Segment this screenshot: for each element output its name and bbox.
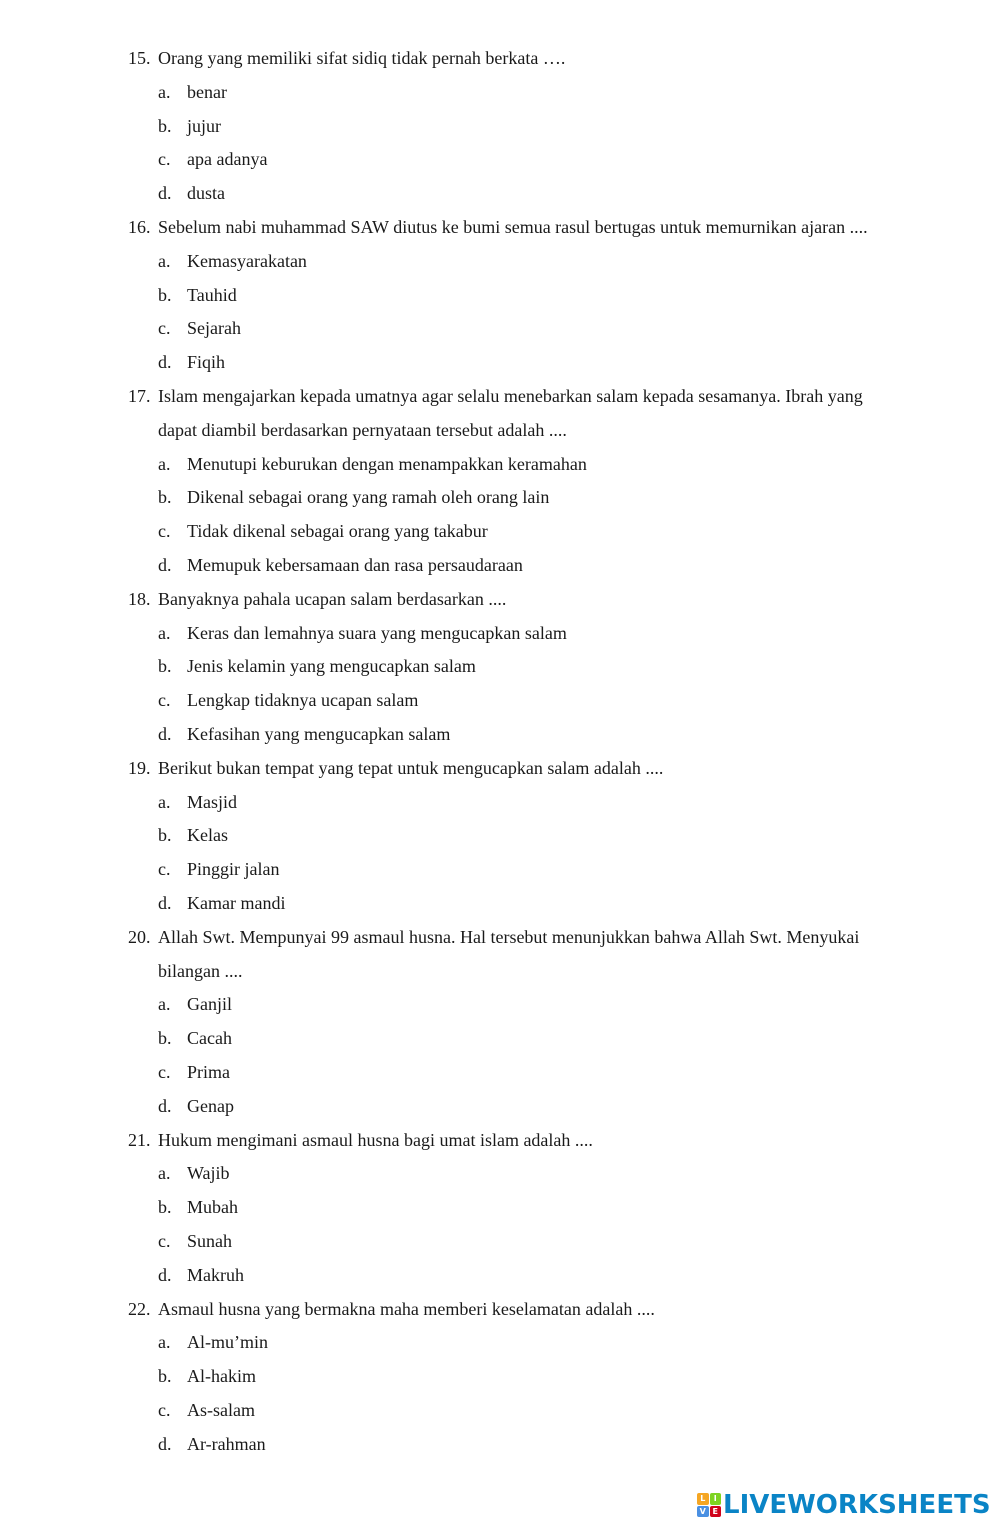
option-text: Sunah bbox=[187, 1231, 232, 1251]
option-letter: c. bbox=[158, 318, 171, 339]
option-text: Memupuk kebersamaan dan rasa persaudaraan bbox=[187, 555, 523, 575]
option-text: Pinggir jalan bbox=[187, 859, 280, 880]
option-letter: c. bbox=[158, 1400, 171, 1420]
option-text: Tidak dikenal sebagai orang yang takabur bbox=[187, 521, 488, 542]
option-letter: b. bbox=[158, 656, 172, 677]
option-letter: d. bbox=[158, 555, 172, 575]
option-text: Tauhid bbox=[187, 284, 237, 305]
question-number: 20. bbox=[128, 926, 151, 947]
option-letter: d. bbox=[158, 352, 172, 373]
option-letter: b. bbox=[158, 1197, 172, 1218]
option-text: Prima bbox=[187, 1062, 230, 1082]
question-text: Hukum mengimani asmaul husna bagi umat islam adalah .... bbox=[158, 1129, 593, 1150]
option-text: Makruh bbox=[187, 1264, 244, 1285]
question-number: 22. bbox=[128, 1298, 151, 1319]
option-letter: b. bbox=[158, 1028, 172, 1049]
option-letter: d. bbox=[158, 1095, 172, 1116]
option-letter: a. bbox=[158, 622, 171, 643]
option-letter: b. bbox=[158, 1366, 172, 1387]
option-text: Jenis kelamin yang mengucapkan salam bbox=[187, 656, 476, 677]
question-number: 21. bbox=[128, 1129, 151, 1150]
option-text: Al-hakim bbox=[187, 1366, 256, 1387]
option-letter: d. bbox=[158, 1433, 172, 1454]
question-text-line2: bilangan .... bbox=[158, 960, 243, 981]
question-text: Sebelum nabi muhammad SAW diutus ke bumi semua rasul bertugas untuk memurnikan ajaran .... bbox=[158, 217, 868, 237]
option-letter: b. bbox=[158, 115, 172, 136]
option-text: Mubah bbox=[187, 1197, 238, 1218]
option-letter: d. bbox=[158, 183, 172, 204]
option-text: As-salam bbox=[187, 1400, 255, 1420]
option-text: Menutupi keburukan dengan menampakkan keramahan bbox=[187, 453, 587, 474]
option-text: Masjid bbox=[187, 791, 238, 812]
option-letter: a. bbox=[158, 1332, 171, 1353]
logo-tile: L bbox=[697, 1493, 709, 1505]
option-letter: a. bbox=[158, 453, 171, 474]
brand-wordmark: LIVEWORKSHEETS bbox=[723, 1490, 991, 1520]
question-text: Allah Swt. Mempunyai 99 asmaul husna. Hal tersebut menunjukkan bahwa Allah Swt. Menyukai bbox=[158, 926, 860, 947]
option-text: benar bbox=[187, 81, 227, 102]
option-text: Keras dan lemahnya suara yang mengucapkan salam bbox=[187, 622, 567, 643]
option-text: Kemasyarakatan bbox=[187, 250, 307, 271]
option-text: Ar-rahman bbox=[187, 1433, 266, 1454]
logo-tile: I bbox=[710, 1493, 722, 1505]
option-text: dusta bbox=[187, 183, 225, 204]
option-text: Genap bbox=[187, 1095, 234, 1116]
option-letter: b. bbox=[158, 487, 172, 508]
option-letter: c. bbox=[158, 1062, 171, 1082]
option-letter: c. bbox=[158, 149, 171, 170]
question-number: 19. bbox=[128, 757, 151, 778]
option-letter: d. bbox=[158, 893, 172, 913]
question-text: Berikut bukan tempat yang tepat untuk mengucapkan salam adalah .... bbox=[158, 757, 664, 778]
option-letter: a. bbox=[158, 250, 171, 271]
option-text: apa adanya bbox=[187, 149, 268, 170]
option-letter: c. bbox=[158, 690, 171, 711]
liveworksheets-logo-icon bbox=[697, 1493, 721, 1517]
question-number: 17. bbox=[128, 386, 151, 406]
option-letter: c. bbox=[158, 1231, 171, 1251]
option-letter: a. bbox=[158, 791, 171, 812]
liveworksheets-brand bbox=[697, 1490, 991, 1520]
option-text: Al-mu’min bbox=[187, 1332, 268, 1353]
question-text: Asmaul husna yang bermakna maha memberi keselamatan adalah .... bbox=[158, 1298, 655, 1319]
question-number: 15. bbox=[128, 48, 151, 68]
option-letter: c. bbox=[158, 521, 171, 542]
logo-tile: E bbox=[710, 1506, 722, 1518]
question-number: 18. bbox=[128, 588, 151, 609]
option-text: Dikenal sebagai orang yang ramah oleh orang lain bbox=[187, 487, 550, 508]
question-text-line2: dapat diambil berdasarkan pernyataan tersebut adalah .... bbox=[158, 419, 567, 440]
option-text: Fiqih bbox=[187, 352, 226, 373]
option-letter: b. bbox=[158, 284, 172, 305]
option-letter: a. bbox=[158, 81, 171, 102]
question-number: 16. bbox=[128, 217, 151, 237]
option-letter: c. bbox=[158, 859, 171, 880]
option-letter: b. bbox=[158, 825, 172, 846]
logo-tile: V bbox=[697, 1506, 709, 1518]
option-letter: d. bbox=[158, 1264, 172, 1285]
option-text: Wajib bbox=[187, 1163, 230, 1184]
question-text: Banyaknya pahala ucapan salam berdasarkan .... bbox=[158, 588, 507, 609]
option-letter: d. bbox=[158, 724, 172, 744]
question-text: Islam mengajarkan kepada umatnya agar selalu menebarkan salam kepada sesamanya. Ibrah yang bbox=[158, 386, 863, 406]
option-text: Sejarah bbox=[187, 318, 241, 339]
option-text: jujur bbox=[187, 115, 221, 136]
option-text: Kelas bbox=[187, 825, 228, 846]
option-text: Kefasihan yang mengucapkan salam bbox=[187, 724, 451, 744]
option-text: Kamar mandi bbox=[187, 893, 286, 913]
question-text: Orang yang memiliki sifat sidiq tidak pernah berkata …. bbox=[158, 48, 566, 68]
option-text: Lengkap tidaknya ucapan salam bbox=[187, 690, 419, 711]
option-text: Cacah bbox=[187, 1028, 232, 1049]
option-letter: a. bbox=[158, 994, 171, 1015]
option-letter: a. bbox=[158, 1163, 171, 1184]
option-text: Ganjil bbox=[187, 994, 232, 1015]
